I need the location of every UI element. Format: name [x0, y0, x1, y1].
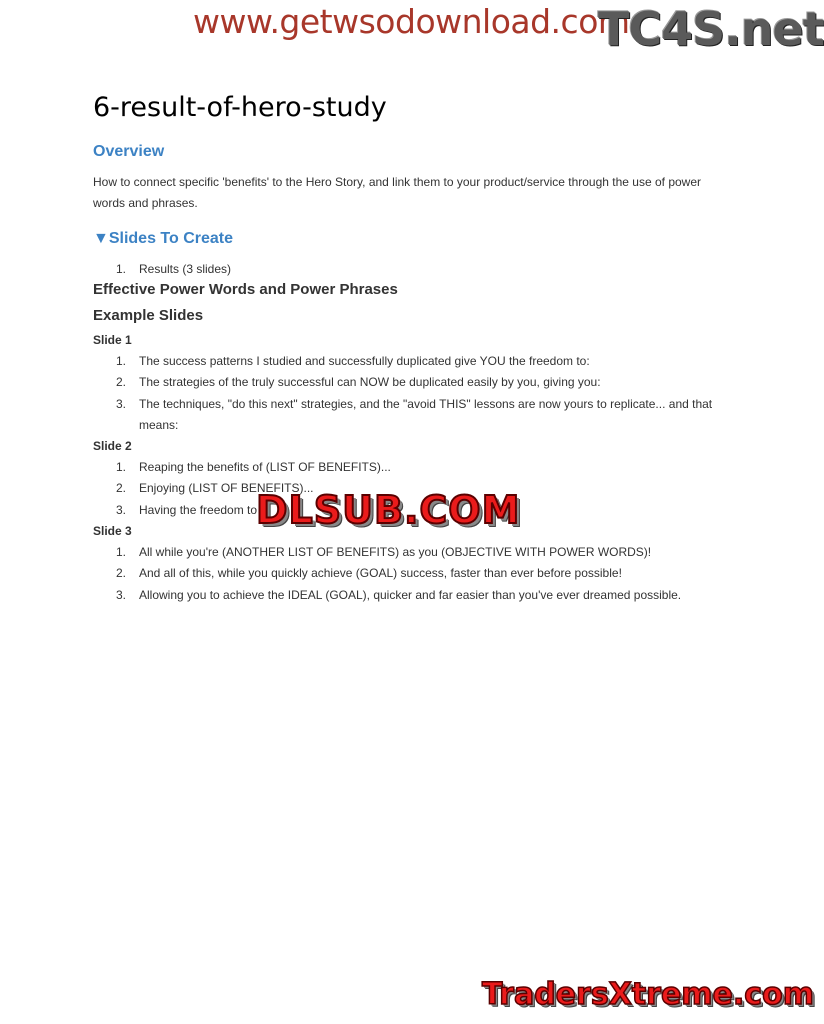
slide-2-label: Slide 2 [93, 439, 132, 453]
slides-to-create-list [93, 259, 713, 280]
power-words-heading: Effective Power Words and Power Phrases [93, 281, 398, 298]
list-number: 1. [116, 460, 127, 474]
list-text: The strategies of the truly successful can NOW be duplicated easily by you, giving you: [139, 375, 601, 390]
overview-text: How to connect specific 'benefits' to the Hero Story, and link them to your product/service through the use of power words and phrases. [93, 175, 702, 210]
watermark-url: www.getwsodownload.com [193, 2, 630, 41]
list-text: Allowing you to achieve the IDEAL (GOAL), quicker and far easier than you've ever dreamed possible. [139, 587, 682, 602]
list-number: 1. [116, 354, 127, 368]
slide-3-list [93, 542, 713, 606]
list-item [93, 372, 713, 393]
list-item [93, 394, 713, 437]
list-number: 2. [116, 566, 127, 581]
list-text: And all of this, while you quickly achieve (GOAL) success, faster than ever before possible! [139, 566, 622, 581]
list-text: Having the freedom to [139, 502, 258, 517]
watermark-bottom: TradersXtreme.com [482, 977, 814, 1012]
list-number: 2. [116, 375, 127, 390]
list-number: 3. [116, 587, 127, 602]
slides-to-create-heading: ▼Slides To Create [93, 230, 234, 247]
list-text: Reaping the benefits of (LIST OF BENEFITS)... [139, 460, 391, 474]
list-number: 1. [116, 262, 127, 276]
list-number: 2. [116, 481, 127, 496]
page-title: 6-result-of-hero-study [93, 92, 387, 123]
list-text: The success patterns I studied and successfully duplicated give YOU the freedom to: [139, 354, 590, 368]
watermark-center: DLSUB.COM [256, 488, 521, 532]
slide-1-list [93, 351, 713, 436]
list-item [93, 457, 713, 478]
watermark-brand: TC4S.net [598, 2, 824, 56]
list-text: The techniques, "do this next" strategies, and the "avoid THIS" lessons are now yours to replicate... and that means: [139, 396, 713, 432]
slide-1-label: Slide 1 [93, 333, 132, 347]
list-text: Enjoying (LIST OF BENEFITS)... [139, 481, 314, 496]
list-text: All while you're (ANOTHER LIST OF BENEFITS) as you (OBJECTIVE WITH POWER WORDS)! [139, 545, 652, 559]
list-item [93, 563, 713, 584]
list-item [93, 351, 713, 372]
list-item [93, 585, 713, 606]
list-text: Results (3 slides) [139, 262, 232, 276]
overview-heading: Overview [93, 143, 165, 160]
list-item [93, 542, 713, 563]
slide-3-label: Slide 3 [93, 524, 132, 538]
list-number: 3. [116, 502, 127, 517]
list-number: 3. [116, 396, 127, 411]
example-slides-heading: Example Slides [93, 307, 204, 324]
list-number: 1. [116, 545, 127, 559]
list-item [93, 259, 713, 280]
